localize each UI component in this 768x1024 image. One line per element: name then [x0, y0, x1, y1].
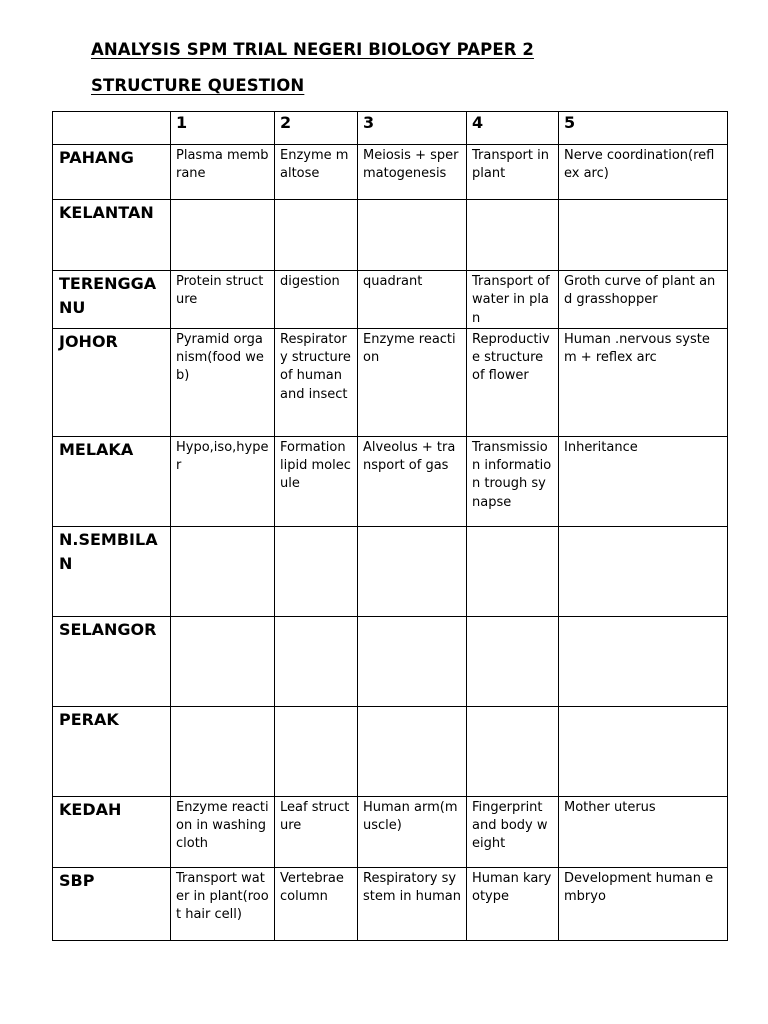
topic-cell	[358, 616, 467, 706]
topic-cell: Human arm(muscle)	[358, 796, 467, 867]
topic-cell: Vertebrae column	[275, 867, 358, 940]
table-row	[53, 200, 728, 271]
topic-cell	[467, 526, 559, 616]
state-name-cell: PERAK	[53, 706, 171, 796]
topic-cell	[559, 200, 728, 271]
state-name-cell: SELANGOR	[53, 616, 171, 706]
topic-cell	[275, 200, 358, 271]
topic-cell	[559, 616, 728, 706]
topic-cell: Protein structure	[171, 271, 275, 329]
topic-cell	[171, 616, 275, 706]
table-row	[53, 145, 728, 200]
topic-cell: Development human embryo	[559, 867, 728, 940]
topic-cell	[171, 526, 275, 616]
topic-cell	[275, 616, 358, 706]
topic-cell: Transmission information trough synapse	[467, 436, 559, 526]
topic-cell	[358, 200, 467, 271]
topic-cell	[358, 526, 467, 616]
topic-cell	[171, 706, 275, 796]
topic-cell	[275, 706, 358, 796]
state-name-cell: N.SEMBILAN	[53, 526, 171, 616]
topic-cell	[559, 526, 728, 616]
topic-cell: Reproductive structure of flower	[467, 328, 559, 436]
topic-cell: digestion	[275, 271, 358, 329]
state-name-cell: JOHOR	[53, 328, 171, 436]
document-title: ANALYSIS SPM TRIAL NEGERI BIOLOGY PAPER 2	[91, 40, 534, 59]
topic-cell	[171, 200, 275, 271]
state-name-cell: MELAKA	[53, 436, 171, 526]
topic-cell: Meiosis + spermatogenesis	[358, 145, 467, 200]
topic-cell: Enzyme reaction	[358, 328, 467, 436]
header-row	[53, 112, 728, 145]
state-name-cell: KELANTAN	[53, 200, 171, 271]
header-cell: 1	[171, 112, 275, 145]
topic-cell: Inheritance	[559, 436, 728, 526]
header-cell: 3	[358, 112, 467, 145]
topic-cell	[275, 526, 358, 616]
topic-cell: Respiratory system in human	[358, 867, 467, 940]
topic-cell: Pyramid organism(food web)	[171, 328, 275, 436]
table-row	[53, 706, 728, 796]
table-row	[53, 796, 728, 867]
topic-cell: Human karyotype	[467, 867, 559, 940]
topic-cell: Transport water in plant(root hair cell)	[171, 867, 275, 940]
table-row	[53, 867, 728, 940]
table-row	[53, 526, 728, 616]
header-cell: 4	[467, 112, 559, 145]
table-row	[53, 436, 728, 526]
topic-cell: Groth curve of plant and grasshopper	[559, 271, 728, 329]
analysis-table	[52, 111, 728, 941]
state-name-cell: KEDAH	[53, 796, 171, 867]
topic-cell: Plasma membrane	[171, 145, 275, 200]
topic-cell: quadrant	[358, 271, 467, 329]
state-name-cell: SBP	[53, 867, 171, 940]
state-name-cell: PAHANG	[53, 145, 171, 200]
topic-cell: Human .nervous system + reflex arc	[559, 328, 728, 436]
topic-cell: Nerve coordination(reflex arc)	[559, 145, 728, 200]
topic-cell: Enzyme reaction in washing cloth	[171, 796, 275, 867]
state-name-cell: TERENGGANU	[53, 271, 171, 329]
topic-cell: Enzyme maltose	[275, 145, 358, 200]
topic-cell	[467, 616, 559, 706]
document-subtitle: STRUCTURE QUESTION	[91, 76, 305, 95]
header-cell: 2	[275, 112, 358, 145]
header-cell: 5	[559, 112, 728, 145]
topic-cell: Fingerprint and body weight	[467, 796, 559, 867]
topic-cell	[467, 200, 559, 271]
table-row	[53, 271, 728, 329]
header-cell	[53, 112, 171, 145]
topic-cell	[559, 706, 728, 796]
topic-cell: Formation lipid molecule	[275, 436, 358, 526]
topic-cell: Alveolus + transport of gas	[358, 436, 467, 526]
topic-cell: Transport in plant	[467, 145, 559, 200]
topic-cell	[358, 706, 467, 796]
table-row	[53, 616, 728, 706]
topic-cell: Leaf structure	[275, 796, 358, 867]
topic-cell: Hypo,iso,hyper	[171, 436, 275, 526]
topic-cell	[467, 706, 559, 796]
topic-cell: Respiratory structure of human and insect	[275, 328, 358, 436]
topic-cell: Transport of water in plan	[467, 271, 559, 329]
table-row	[53, 328, 728, 436]
topic-cell: Mother uterus	[559, 796, 728, 867]
